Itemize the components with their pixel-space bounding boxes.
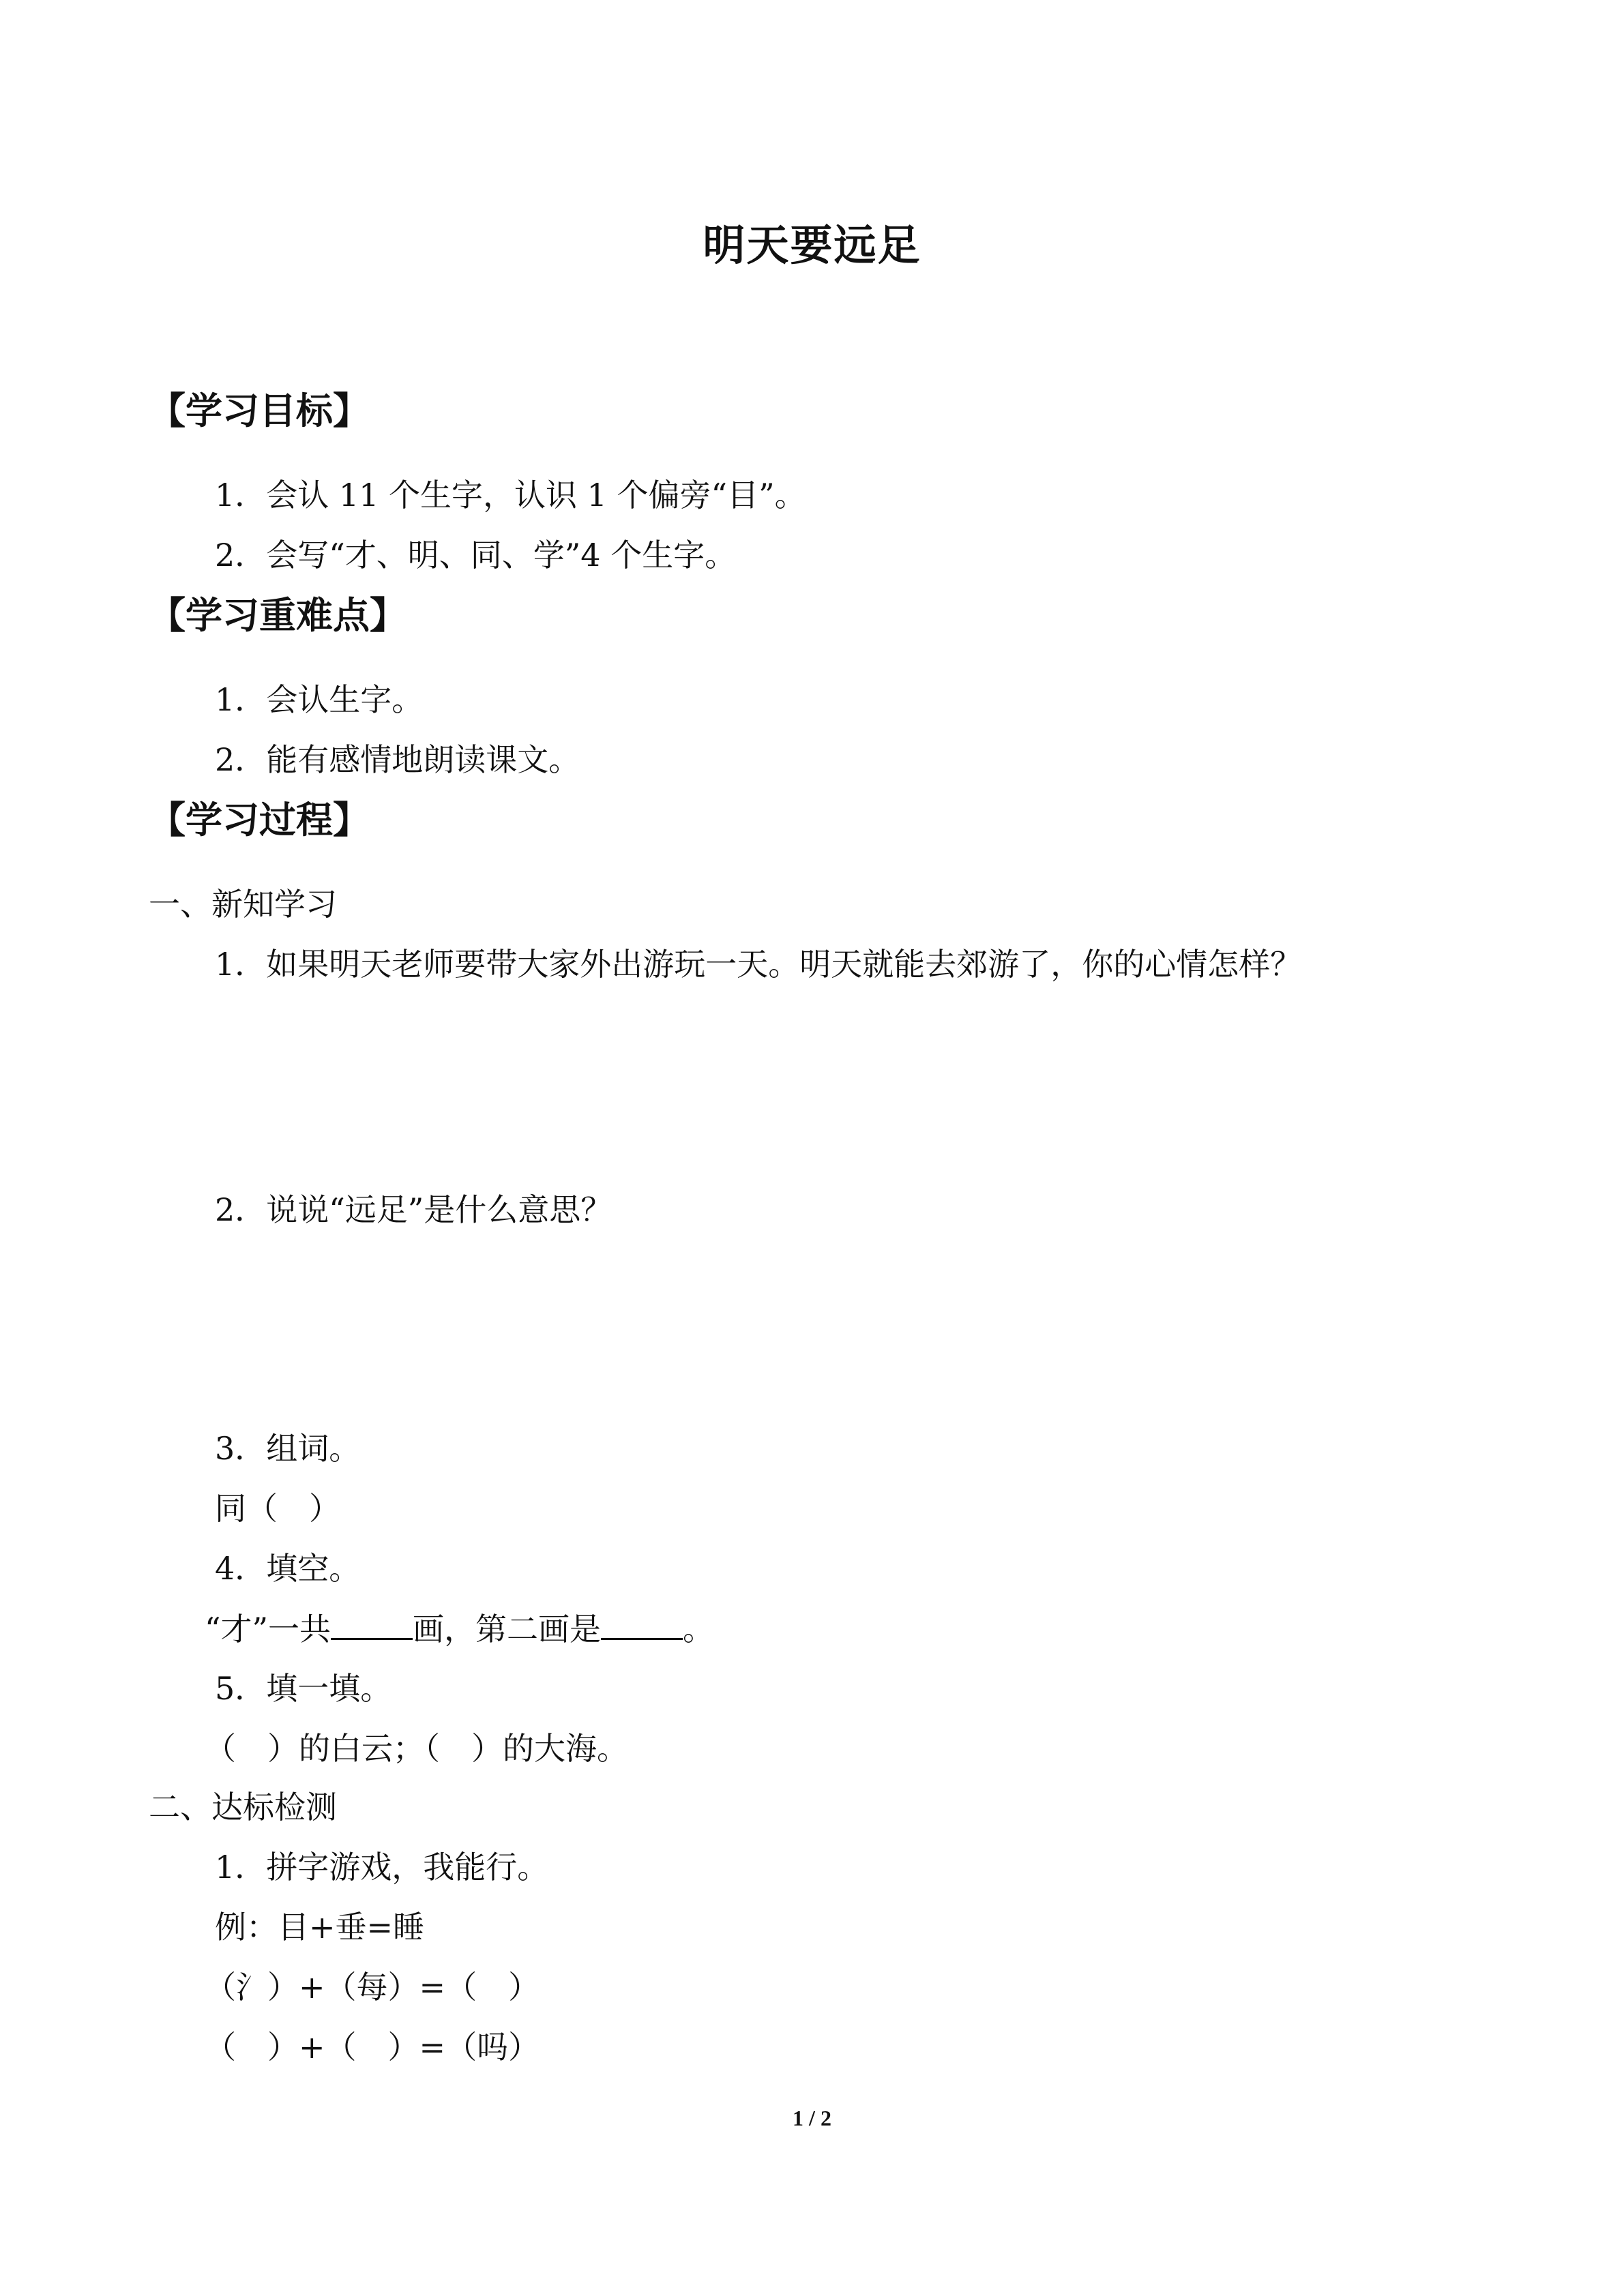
part1-title: 一、新知学习 — [149, 886, 337, 923]
question-4: 4．填空。 — [215, 1550, 361, 1587]
question-5-item: （ ）的白云；（ ）的大海。 — [205, 1730, 628, 1767]
answer-blank-2[interactable] — [601, 1608, 683, 1640]
question-4-text-c: 。 — [683, 1611, 715, 1648]
objectives-heading: 【学习目标】 — [149, 389, 370, 432]
objective-item-1: 1．会认 11 个生字，认识 1 个偏旁“目”。 — [215, 477, 806, 513]
test-question-1: 1．拼字游戏，我能行。 — [215, 1849, 549, 1885]
question-4-fill — [205, 1608, 714, 1650]
answer-blank-1[interactable] — [331, 1608, 413, 1640]
objective-item-2: 2．会写“才、明、同、学”4 个生字。 — [215, 537, 737, 573]
key-points-heading: 【学习重难点】 — [149, 594, 407, 637]
key-point-item-1: 1．会认生字。 — [215, 681, 424, 718]
question-3-item: 同（ ） — [215, 1490, 340, 1527]
key-point-item-2: 2．能有感情地朗读课文。 — [215, 741, 580, 778]
part2-title: 二、达标检测 — [149, 1789, 337, 1825]
example-line: 例：目+垂=睡 — [215, 1909, 425, 1945]
page-title: 明天要远足 — [703, 220, 921, 270]
process-heading: 【学习过程】 — [149, 799, 370, 841]
question-2: 2．说说“远足”是什么意思？ — [215, 1191, 612, 1228]
puzzle-row-1: （氵）+（每）=（ ） — [205, 1969, 540, 2006]
page-number: 1 / 2 — [793, 2106, 831, 2130]
question-1: 1．如果明天老师要带大家外出游玩一天。明天就能去郊游了，你的心情怎样？ — [215, 946, 1302, 983]
puzzle-row-2: （ ）+（ ）=（吗） — [205, 2029, 540, 2066]
question-4-text-b: 画，第二画是 — [413, 1611, 602, 1648]
question-3: 3．组词。 — [215, 1430, 361, 1467]
question-5: 5．填一填。 — [215, 1670, 392, 1707]
question-4-text-a: “才”一共 — [205, 1611, 331, 1648]
